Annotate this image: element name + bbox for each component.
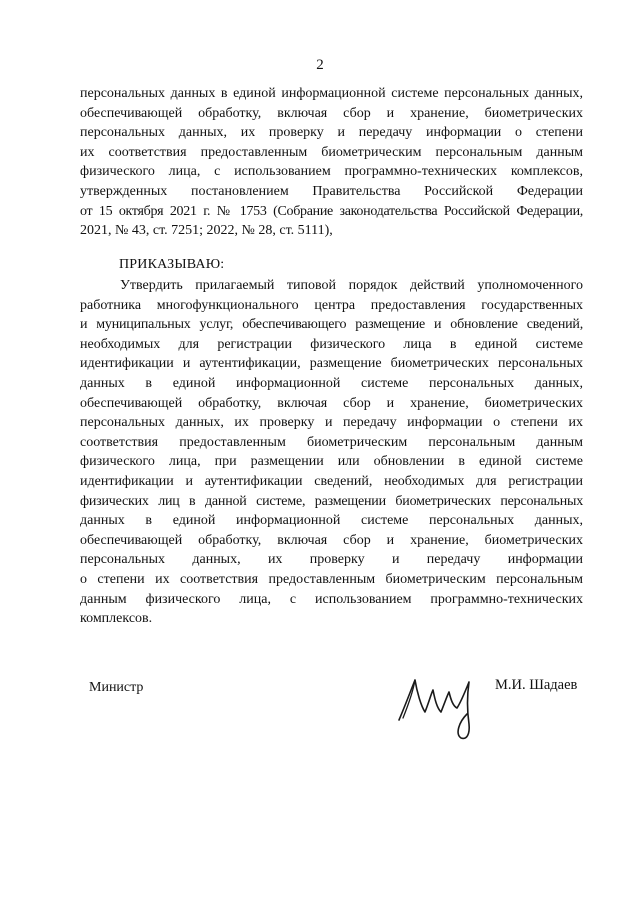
text-line: обеспечивающей обработку, включая сбор и хранение, биометрических [80, 395, 583, 411]
text-line: персональных данных, их проверку и передачу информации о степени их [80, 415, 583, 431]
text-line: работника многофункционального центра предоставления государственных [80, 297, 583, 313]
text-line: соответствия предоставленным биометрическим персональным данным [80, 434, 583, 450]
text-line: Утвердить прилагаемый типовой порядок действий уполномоченного [120, 278, 583, 293]
handwritten-signature [395, 662, 495, 742]
text-line: 2021, № 43, ст. 7251; 2022, № 28, ст. 5111), [80, 223, 333, 239]
text-line: данным физического лица, с использованием программно-технических [80, 591, 583, 607]
order-paragraph [80, 276, 583, 629]
page-number: 2 [316, 57, 324, 73]
order-heading: ПРИКАЗЫВАЮ: [119, 257, 225, 272]
signatory-role: Министр [89, 680, 144, 695]
text-line: идентификации и аутентификации, размещение биометрических персональных [80, 356, 583, 372]
text-line: и муниципальных услуг, обеспечивающего размещение и обновление сведений, [80, 317, 583, 333]
preamble-paragraph [80, 84, 583, 241]
signatory-name: М.И. Шадаев [495, 677, 578, 693]
text-line: данных в единой информационной системе персональных данных, [80, 375, 583, 391]
text-line: физических лиц в данной системе, размещении биометрических персональных [80, 493, 583, 509]
text-line: идентификации и аутентификации сведений, необходимых для регистрации [80, 473, 583, 489]
text-line: персональных данных, их проверку и передачу информации о степени [80, 125, 583, 141]
text-line: обеспечивающей обработку, включая сбор и хранение, биометрических [80, 105, 583, 121]
text-line: обеспечивающей обработку, включая сбор и хранение, биометрических [80, 532, 583, 548]
text-line: данных в единой информационной системе персональных данных, [80, 513, 583, 529]
text-line: от 15 октября 2021 г. № 1753 (Собрание законодательства Российской Федерации, [80, 203, 583, 219]
text-line: комплексов. [80, 611, 153, 627]
text-line: о степени их соответствия предоставленным биометрическим персональным [80, 571, 583, 587]
text-line: необходимых для регистрации физического лица в единой системе [80, 336, 583, 352]
text-line: персональных данных, их проверку и передачу информации [80, 552, 583, 568]
text-line: их соответствия предоставленным биометрическим персональным данным [80, 144, 583, 160]
text-line: физического лица, при размещении или обновлении в единой системе [80, 454, 583, 470]
text-line: персональных данных в единой информационной системе персональных данных, [80, 86, 583, 101]
text-line: утвержденных постановлением Правительства Российской Федерации [80, 183, 583, 199]
text-line: физического лица, с использованием программно-технических комплексов, [80, 164, 583, 180]
